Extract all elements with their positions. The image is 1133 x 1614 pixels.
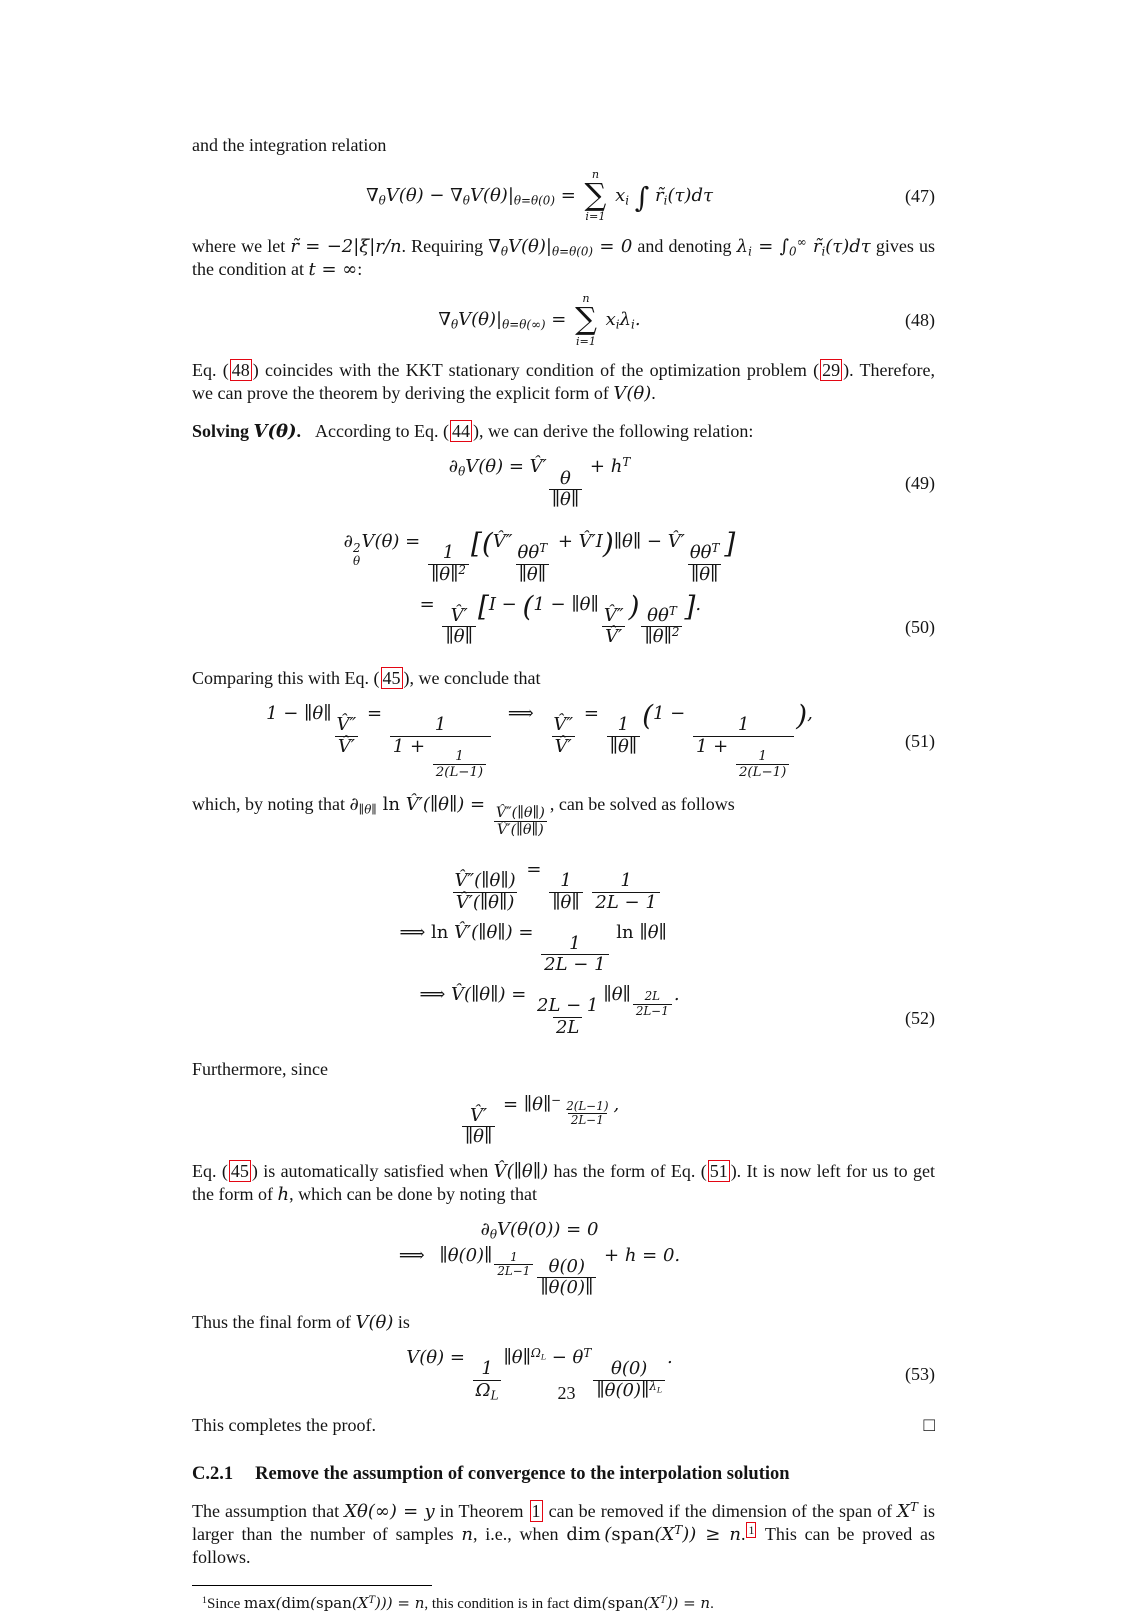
equation-52-number: (52) xyxy=(905,1007,935,1028)
equation-50-line-2: = $\frac{V̂'}{\parallel\theta\parallel}$ [I − (1 − ∥θ∥ $\frac{V̂''}{V̂'}$ ) $\theta\theta^T$ ∥θ∥$^2$ ]. xyxy=(419,589,702,648)
paragraph-kkt: Eq. ( 48 ) coincides with the KKT stationary condition of the optimization problem ( 29 ). Therefore, we can prove the theorem by deriving the explicit form of V(θ). xyxy=(192,360,935,405)
paragraph-which-by-noting: which, by noting that ∂∥θ∥ ln V̂′(∥θ∥) = $\frac{V̂''(\parallel\theta\parallel)}{V̂'(\parallel\theta\parallel)}$ , can be solved as follows xyxy=(192,793,735,839)
ref-link[interactable]: 1 xyxy=(748,1523,755,1538)
section-title: Remove the assumption of convergence to the interpolation solution xyxy=(255,1464,790,1485)
equation-47-number: (47) xyxy=(905,185,935,206)
section-number: C.2.1 xyxy=(192,1464,234,1485)
paragraph-where-we-let: where we let r̃ = −2|ξ|r/n. Requiring ∇θV(θ)|θ=θ(0) = 0 and denoting λi = ∫0∞ r̃i(τ)dτ gives us the condition at t = ∞: xyxy=(192,235,936,281)
equation-52-line-1: $\frac{V̂''(\parallel\theta\parallel)}{V̂'(\parallel\theta\parallel)}$ = $\frac{1}{\parallel\theta\parallel}$ $\frac{1}{2L - 1}$ xyxy=(399,858,679,914)
page-number: 23 xyxy=(557,1383,576,1403)
equation-50 xyxy=(192,523,935,655)
ref-link[interactable]: 45 xyxy=(382,668,401,689)
ref-link[interactable]: 51 xyxy=(709,1161,728,1182)
equation-51-math: 1 − ∥θ∥ $\frac{V̂''}{V̂'}$ = 1 1 + $\frac{1}{2(L-1)}$ ⟹ $\frac{V̂''}{V̂'}$ = $\frac{1}{\parallel\theta\parallel}$ (1 − 1 1 + $\frac{1}{2(L-1)}$ ), xyxy=(266,699,813,781)
equation-vhat-unnumbered xyxy=(192,1093,935,1149)
equation-dzero-math: ∂θV(θ(0)) = 0 xyxy=(480,1219,599,1242)
proof-end-row xyxy=(192,1414,935,1437)
paragraph-integration-relation: and the integration relation xyxy=(192,135,387,155)
equation-47-math: ∇θV(θ) − ∇θV(θ)|θ=θ(0) = n ∑ i=1 xi ∫ r̃i(τ)dτ xyxy=(366,168,713,224)
equation-53-number: (53) xyxy=(905,1363,935,1384)
equation-51-number: (51) xyxy=(905,730,935,751)
footnote-rule xyxy=(192,1585,432,1586)
equation-50-number: (50) xyxy=(905,617,935,638)
ref-link[interactable]: 1 xyxy=(531,1501,541,1522)
paragraph-assumption: The assumption that Xθ(∞) = y in Theorem 1 can be removed if the dimension of the span of $X^T$ is larger than the number of samples n, i.e., when dim $(span(X^T)) \ge n$. $^1$ This can be proved as follows. xyxy=(192,1500,935,1568)
equation-52 xyxy=(192,851,935,1046)
equation-49-number: (49) xyxy=(905,472,935,493)
qed-square-icon: □ xyxy=(923,1415,935,1437)
equation-50-line-1: ∂ 2 θ V(θ) = $\frac{1}{\parallel\theta\parallel^2}$ [(V̂″ $\theta\theta^T$ ∥θ∥ + V̂′I)∥θ∥ − V̂′ $\theta\theta^T$ ∥θ∥ ] xyxy=(343,527,736,585)
paragraph-spacer xyxy=(192,410,935,420)
equation-52-stack xyxy=(399,851,679,1046)
paragraph-furthermore: Furthermore, since xyxy=(192,1058,328,1079)
solving-lead-label: Solving V(θ). xyxy=(192,421,302,443)
equation-48 xyxy=(192,293,935,347)
equation-h-math: ⟹ ∥θ(0)∥ $^{\frac{1}{2L-1}}$ $\frac{\theta(0)}{\parallel\theta(0)\parallel}$ + h = 0. xyxy=(398,1244,681,1299)
equation-51 xyxy=(192,699,935,781)
ref-link[interactable]: 48 xyxy=(231,360,250,381)
ref-link[interactable]: 44 xyxy=(452,421,471,442)
paragraph-solving xyxy=(192,420,935,443)
paragraph-comparing: Comparing this with Eq. ( 45 ), we conclude that xyxy=(192,668,541,689)
proof-completes-text: This completes the proof. xyxy=(192,1415,376,1436)
equation-48-number: (48) xyxy=(905,309,935,330)
equation-49-math: ∂θV(θ) = V̂′ $\frac{\theta}{\parallel\theta\parallel}$ + $h^T$ xyxy=(448,455,631,511)
equation-vhat-math: $\frac{V̂'}{\parallel\theta\parallel}$ = ∥θ∥$^{- \frac{2(L-1)}{2L-1}}$ , xyxy=(192,1093,887,1149)
ref-link[interactable]: 45 xyxy=(230,1161,249,1182)
equation-52-line-2: ⟹ ln V̂′(∥θ∥) = $\frac{1}{2L - 1}$ ln ∥θ∥ xyxy=(399,921,667,976)
equation-52-math xyxy=(192,851,887,1046)
equation-50-stack xyxy=(344,523,736,655)
solving-rest-text: According to Eq. ( 44 ), we can derive the following relation: xyxy=(315,421,754,442)
footnote-text: $^1$Since $\max(dim(span(X^T))) = n$, this condition is in fact $dim(span(X^T)) = n$. xyxy=(202,1594,714,1613)
equation-50-math xyxy=(192,523,887,655)
equation-h-unnumbered xyxy=(192,1244,935,1300)
paragraph-thus-final-form: Thus the final form of V(θ) is xyxy=(192,1312,410,1334)
equation-dzero-unnumbered xyxy=(192,1218,935,1241)
equation-53-math: V(θ) = $\frac{1}{\Omega L}$ ∥θ∥$^{\Omega L}$ − $\theta^T$ $\frac{\theta(0)}{\parallel\theta(0)\parallel^{\lambda L}}$ . xyxy=(406,1346,673,1403)
equation-52-line-3: ⟹ V̂(∥θ∥) = $\frac{2L - 1}{2L}$ ∥θ∥ $^{\frac{2L}{2L-1}}$ . xyxy=(419,984,680,1038)
equation-47 xyxy=(192,169,935,223)
paragraph-eq45-satisfied: Eq. ( 45 ) is automatically satisfied when V̂(∥θ∥) has the form of Eq. ( 51 ). It is now left for us to get the form of h, which can be done by noting that xyxy=(192,1161,935,1206)
equation-49 xyxy=(192,455,935,511)
equation-48-math: ∇θV(θ)|θ=θ(∞) = n ∑ i=1 xiλi. xyxy=(438,292,641,348)
ref-link[interactable]: 29 xyxy=(822,360,841,381)
